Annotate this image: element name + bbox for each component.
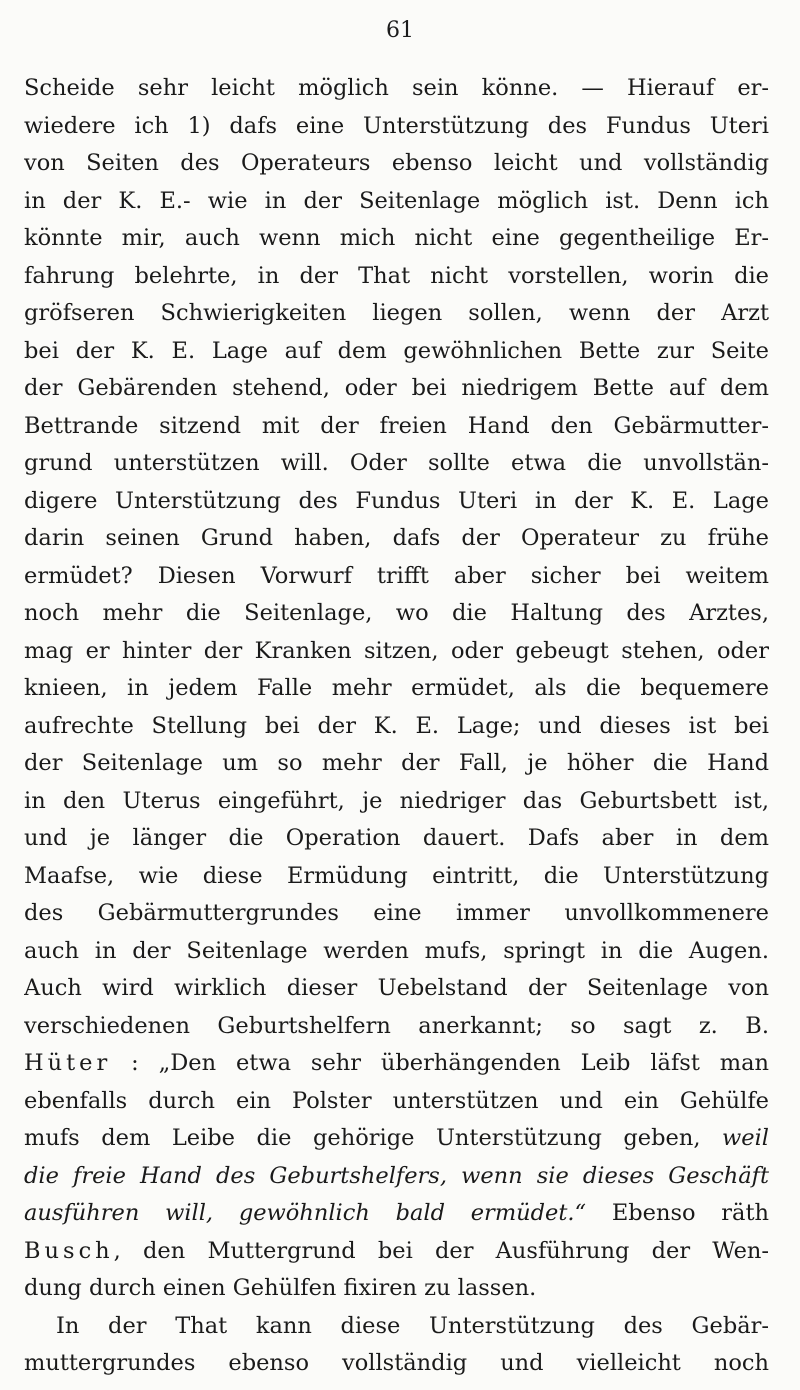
text-line: der Gebärenden stehend, oder bei niedrigem Bette auf dem <box>24 375 769 401</box>
quote-italic: weil <box>722 1125 769 1151</box>
quote-start: : „Den etwa sehr überhängenden Leib läfst man <box>111 1050 769 1076</box>
text-line: in der K. E.- wie in der Seitenlage möglich ist. Denn ich <box>24 187 769 214</box>
text-line: ebenfalls durch ein Polster unterstützen und ein Gehülfe <box>24 1087 769 1114</box>
busch-text: , den Muttergrund bei der Ausführung der Wen- <box>113 1237 769 1264</box>
text-line <box>24 1195 769 1233</box>
text-line: gröfseren Schwierigkeiten liegen sollen, wenn der Arzt <box>24 300 769 326</box>
author-name-hueter: Hüter <box>24 1050 112 1076</box>
text-line: muttergrundes ebenso vollständig und vielleicht noch <box>24 1350 769 1376</box>
text-line: mag er hinter der Kranken sitzen, oder gebeugt stehen, oder <box>24 637 769 664</box>
text-line: fahrung belehrte, in der That nicht vorstellen, worin die <box>24 262 769 289</box>
quote-end-text: Ebenso räth <box>586 1200 769 1226</box>
text-line: von Seiten des Operateurs ebenso leicht und vollständig <box>24 150 769 176</box>
text-line: Scheide sehr leicht möglich sein könne. — Hierauf er- <box>24 75 769 101</box>
text-line: In der That kann diese Unterstützung des Gebär- <box>56 1312 769 1339</box>
text-line: Bettrande sitzend mit der freien Hand den Gebärmutter- <box>24 412 769 439</box>
text-line: aufrechte Stellung bei der K. E. Lage; und dieses ist bei <box>24 712 769 739</box>
text-line: und je länger die Operation dauert. Dafs aber in dem <box>24 825 769 851</box>
text-line: Auch wird wirklich dieser Uebelstand der Seitenlage von <box>24 975 769 1001</box>
body-text <box>24 70 769 1383</box>
text-line <box>24 1158 769 1196</box>
text-line: des Gebärmuttergrundes eine immer unvollkommenere <box>24 900 769 926</box>
text-line: der Seitenlage um so mehr der Fall, je höher die Hand <box>24 750 769 776</box>
quote-italic: ausführen will, gewöhnlich bald ermüdet.“ <box>24 1200 587 1226</box>
text-line: verschiedenen Geburtshelfern anerkannt; so sagt z. B. <box>24 1012 769 1039</box>
text-line: noch mehr die Seitenlage, wo die Haltung des Arztes, <box>24 600 769 626</box>
text-line: grund unterstützen will. Oder sollte etwa die unvollstän- <box>24 450 769 476</box>
quote-text: mufs dem Leibe die gehörige Unterstützung geben, <box>24 1125 723 1151</box>
text-line: auch in der Seitenlage werden mufs, springt in die Augen. <box>24 937 769 964</box>
text-line <box>24 1045 769 1083</box>
text-line: dung durch einen Gehülfen fixiren zu lassen. <box>24 1275 537 1301</box>
text-line: darin seinen Grund haben, dafs der Operateur zu frühe <box>24 525 769 551</box>
text-line: digere Unterstützung des Fundus Uteri in der K. E. Lage <box>24 487 769 514</box>
text-line <box>24 1233 769 1271</box>
quote-italic: die freie Hand des Geburtshelfers, wenn sie dieses Geschäft <box>24 1162 769 1189</box>
text-line: bei der K. E. Lage auf dem gewöhnlichen Bette zur Seite <box>24 337 769 364</box>
text-line: könnte mir, auch wenn mich nicht eine gegentheilige Er- <box>24 225 769 251</box>
author-name-busch: Busch <box>24 1237 114 1264</box>
text-line: Maafse, wie diese Ermüdung eintritt, die Unterstützung <box>24 862 769 889</box>
text-line <box>24 1120 769 1158</box>
text-line: knieen, in jedem Falle mehr ermüdet, als die bequemere <box>24 675 769 701</box>
page-number: 61 <box>386 18 414 43</box>
text-line: in den Uterus eingeführt, je niedriger das Geburtsbett ist, <box>24 787 769 814</box>
text-line: wiedere ich 1) dafs eine Unterstützung des Fundus Uteri <box>24 112 769 139</box>
text-line: ermüdet? Diesen Vorwurf trifft aber sicher bei weitem <box>24 562 769 589</box>
